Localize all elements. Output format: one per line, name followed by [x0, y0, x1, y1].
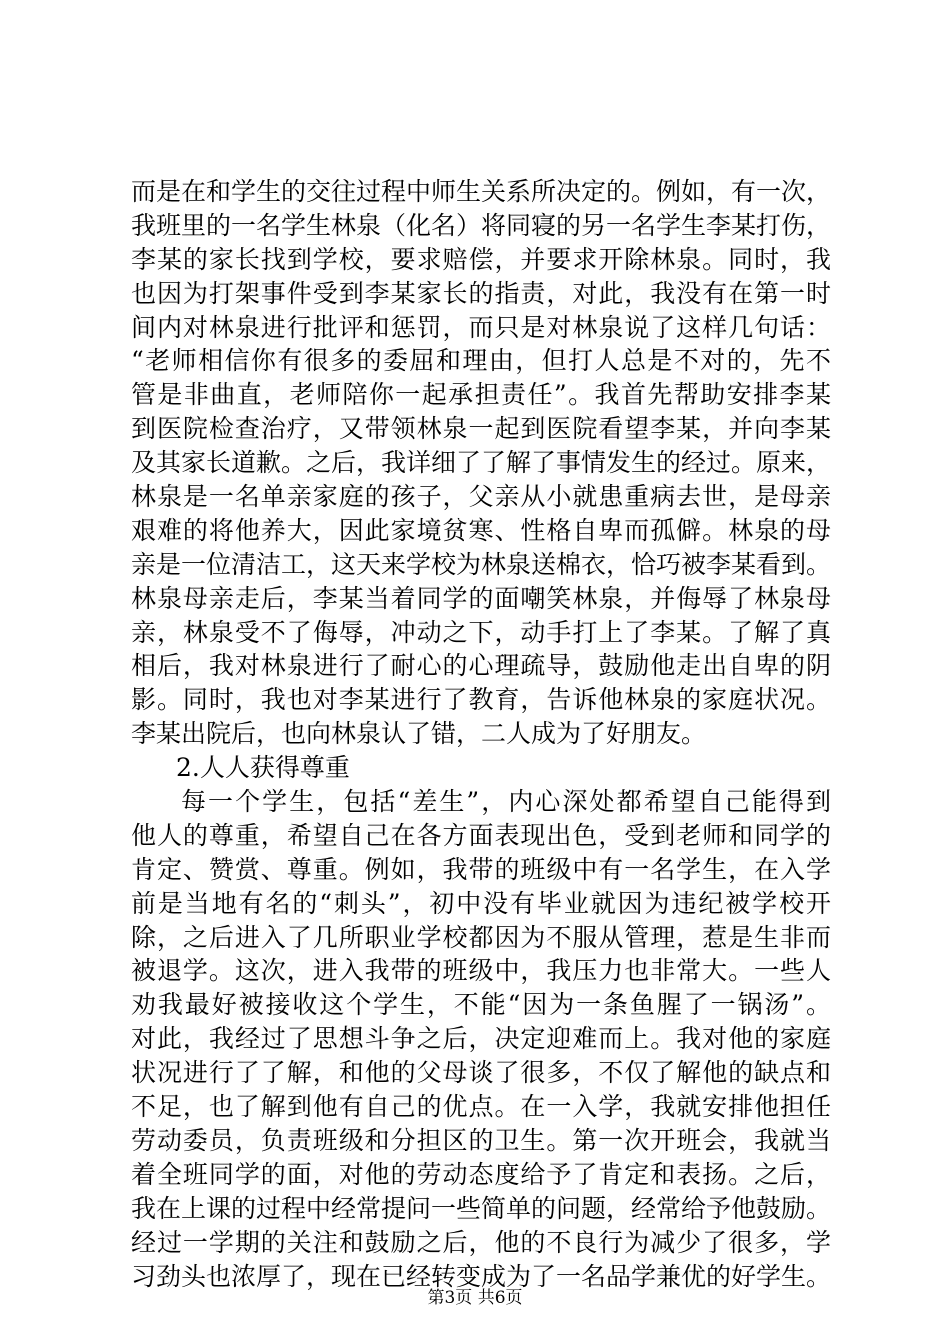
text-line: 对此，我经过了思想斗争之后，决定迎难而上。我对他的家庭 [131, 1024, 831, 1054]
text-line: 间内对林泉进行批评和惩罚，而只是对林泉说了这样几句话： [131, 312, 831, 342]
text-line: 相后，我对林泉进行了耐心的心理疏导，鼓励他走出自卑的阴 [131, 651, 831, 681]
text-line: 李某出院后，也向林泉认了错，二人成为了好朋友。 [131, 719, 707, 749]
text-line: 而是在和学生的交往过程中师生关系所决定的。例如，有一次， [131, 177, 832, 206]
section-heading: 2.人人获得尊重 [176, 753, 350, 783]
text-line: 林泉母亲走后，李某当着同学的面嘲笑林泉，并侮辱了林泉母 [131, 583, 831, 613]
text-line: 我班里的一名学生林泉（化名）将同寝的另一名学生李某打伤， [131, 210, 832, 240]
text-line: 也因为打架事件受到李某家长的指责，对此，我没有在第一时 [131, 278, 831, 308]
text-line: 状况进行了了解，和他的父母谈了很多，不仅了解他的缺点和 [131, 1058, 831, 1088]
text-line: 被退学。这次，进入我带的班级中，我压力也非常大。一些人 [131, 956, 831, 986]
text-line: 林泉是一名单亲家庭的孩子，父亲从小就患重病去世，是母亲 [131, 482, 831, 512]
text-line: 影。同时，我也对李某进行了教育，告诉他林泉的家庭状况。 [131, 685, 831, 715]
text-line: 经过一学期的关注和鼓励之后，他的不良行为减少了很多，学 [131, 1227, 831, 1257]
text-line: 劳动委员，负责班级和分担区的卫生。第一次开班会，我就当 [131, 1125, 831, 1155]
text-line: 李某的家长找到学校，要求赔偿，并要求开除林泉。同时，我 [131, 244, 831, 274]
text-line: 管是非曲直，老师陪你一起承担责任”。我首先帮助安排李某 [131, 380, 831, 410]
text-line: 我在上课的过程中经常提问一些简单的问题，经常给予他鼓励。 [131, 1193, 832, 1223]
text-line: 到医院检查治疗，又带领林泉一起到医院看望李某，并向李某 [131, 414, 831, 444]
text-line: 劝我最好被接收这个学生，不能“因为一条鱼腥了一锅汤”。 [131, 990, 831, 1020]
text-line: 着全班同学的面，对他的劳动态度给予了肯定和表扬。之后， [131, 1159, 831, 1189]
body-text [131, 175, 831, 1293]
text-line: 及其家长道歉。之后，我详细了了解了事情发生的经过。原来， [131, 448, 832, 478]
text-line: 亲，林泉受不了侮辱，冲动之下，动手打上了李某。了解了真 [131, 617, 831, 647]
text-line: 前是当地有名的“刺头”，初中没有毕业就因为违纪被学校开 [131, 888, 831, 918]
text-line: 他人的尊重，希望自己在各方面表现出色，受到老师和同学的 [131, 820, 831, 850]
text-line: “老师相信你有很多的委屈和理由，但打人总是不对的，先不 [131, 346, 831, 376]
text-line: 不足，也了解到他有自己的优点。在一入学，我就安排他担任 [131, 1092, 831, 1122]
text-line: 亲是一位清洁工，这天来学校为林泉送棉衣，恰巧被李某看到。 [131, 549, 832, 579]
text-line: 除，之后进入了几所职业学校都因为不服从管理，惹是生非而 [131, 922, 831, 952]
text-line: 习劲头也浓厚了，现在已经转变成为了一名品学兼优的好学生。 [131, 1261, 832, 1291]
page-footer: 第3页 共6页 [427, 1288, 523, 1308]
text-line: 肯定、赞赏、尊重。例如，我带的班级中有一名学生，在入学 [131, 854, 831, 884]
text-line: 艰难的将他养大，因此家境贫寒、性格自卑而孤僻。林泉的母 [131, 515, 831, 545]
text-line: 每一个学生，包括“差生”，内心深处都希望自己能得到 [181, 787, 831, 817]
